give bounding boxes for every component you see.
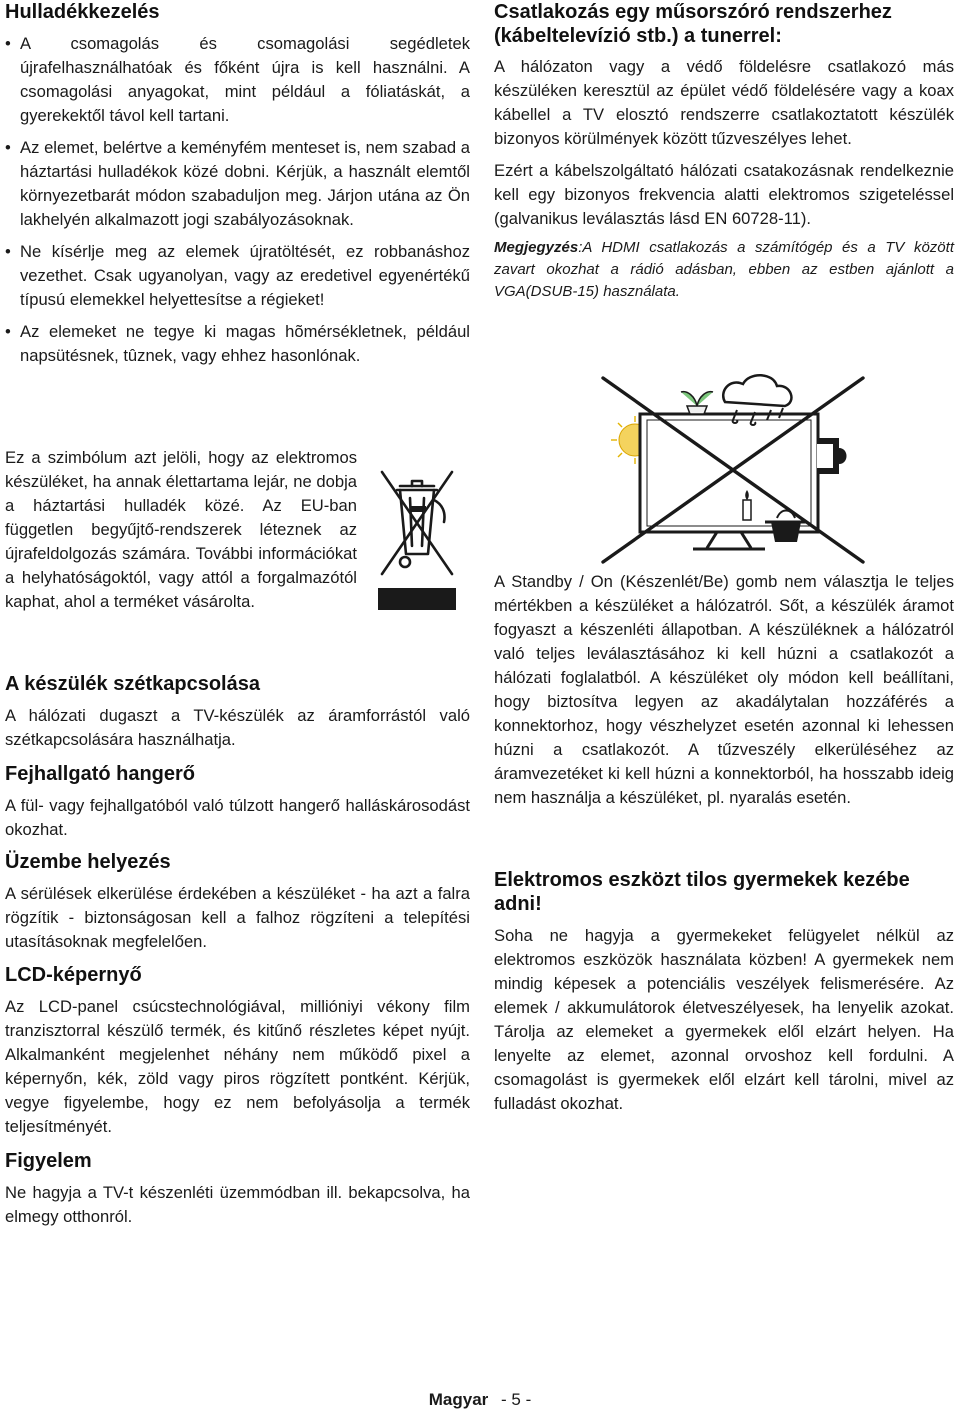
waste-title: Hulladékkezelés: [5, 1, 160, 23]
tv-hazard-illustration: [595, 372, 870, 567]
warning-section: [5, 1149, 470, 1229]
headphone-text: A fül- vagy fejhallgatóból való túlzott hangerő halláskárosodást okozhat.: [5, 796, 470, 839]
standby-section: [494, 570, 954, 810]
bullet-item: • Az elemet, belértve a keményfém menteset is, nem szabad a háztartási hulladékok közé dobni. Kérjük, a használt elemtől környezetbarát módon szabaduljon meg. Járjon utána az Ön lakhelyén alkalmazott jogi szabályozásoknak.: [5, 136, 470, 232]
lcd-section: [5, 963, 470, 1139]
hdmi-note: [494, 237, 954, 303]
footer-language: Magyar: [428, 1390, 489, 1409]
install-title: Üzembe helyezés: [5, 851, 171, 873]
magnet-icon: [817, 438, 847, 474]
bullet-item: • Ne kísérlje meg az elemek újratöltését, ez robbanáshoz vezethet. Csak ugyanolyan, vagy az eredetivel egyenértékű típusú elemekkel helyettesítse a régieket!: [5, 240, 470, 312]
install-text: A sérülések elkerülése érdekében a készüléket - ha azt a falra rögzítik - biztonságosan kell a falhoz rögzíteni a telepítési utasításoknak megfelelően.: [5, 884, 470, 951]
cable-text-1: A hálózaton vagy a védő földelésre csatlakozó más készüléken keresztül az épület védő földelésére vagy a koax kábellel a TV elosztó rendszerre csatlakoztatott készülék bizonyos körülmények között tűzveszélyes lehet.: [494, 57, 954, 148]
weee-bin-icon: [376, 462, 458, 614]
note-label: Megjegyzés: [494, 239, 579, 256]
children-text: Soha ne hagyja a gyermekeket felügyelet nélkül az elektromos eszközök használata közben! A gyermekek nem mindig képesek a potenciális veszélyek felismerésére. Az elemek / akkumulátorok életveszélyesek, ha lenyelik azokat. Tárolja az elemeket a gyermekek elől elzárt helyen. Ha lenyelte az elemet, azonnal orvoshoz kell fordulni. A csomagolást is gyermekek elől elzárt kell tárolni, mivel az fulladást okozhat.: [494, 926, 954, 1113]
standby-text: A Standby / On (Készenlét/Be) gomb nem választja le teljes mértékben a készüléket a hálózatról. Sőt, a készülék áramot fogyaszt a készenléti állapotban. A készüléknek a hálózatról való teljes leválasztásához ki kell húzni a csatlakozót a hálózati foglalatból. A készüléket oly módon kell beállítani, hogy biztosítva legyen az akadálytalan hozzáférés a konnektorhoz, hogy vészhelyzet esetén azonnal ki lehessen húzni a csatlakozót. A tűzveszély elkerüléséhez az áramvezetéket ki kell húzni a konnektorból, ha hosszabb ideig nem használja a készüléket, pl. nyaralás esetén.: [494, 572, 954, 807]
warning-text: Ne hagyja a TV-t készenléti üzemmódban ill. bekapcsolva, ha elmegy otthonról.: [5, 1183, 470, 1226]
warning-title: Figyelem: [5, 1150, 92, 1172]
children-section: [494, 868, 954, 1116]
waste-bullets: [5, 32, 470, 368]
plant-icon: [681, 392, 713, 414]
headphone-title: Fejhallgató hangerő: [5, 763, 196, 785]
cable-text-2: Ezért a kábelszolgáltató hálózati csatakozásnak rendelkeznie kell egy bizonyos frekvencia alatti elektromos szigeteléssel (galvanikus leválasztás lásd EN 60728-11).: [494, 161, 954, 228]
disconnect-title: A készülék szétkapcsolása: [5, 673, 260, 695]
install-section: [5, 850, 470, 954]
disconnect-text: A hálózati dugaszt a TV-készülék az áramforrástól való szétkapcsolására használhatja.: [5, 706, 470, 749]
weee-symbol-text: Ez a szimbólum azt jelöli, hogy az elektromos készüléket, ha annak élettartama lejár, ne dobja a háztartási hulladék közé. Az EU-ban független begyűjtő-rendszerek léteznek az újrafeldolgozás számára. További információkat a helyhatóságoktól, vagy attól a forgalmazótól kaphat, ahol a terméket vásárolta.: [5, 448, 357, 611]
lcd-text: Az LCD-panel csúcstechnológiával, millióniyi vékony film tranzisztorral készülő termék, és kitűnő részletes képet nyújt. Alkalmanként megjelenhet néhány nem működő pixel a képernyőn, kék, zöld vagy piros rögzített pontként. Kérjük, vegye figyelembe, hogy ez nem befolyásolja a termék teljesítményét.: [5, 997, 470, 1136]
note-text: :A HDMI csatlakozás a számítógép és a TV között zavart okozhat a rádió adásban, ebben az estben ajánlott a VGA(DSUB-15) használata.: [494, 239, 954, 300]
waste-section: [5, 0, 470, 376]
disconnect-section: [5, 672, 470, 752]
page-footer: [0, 1390, 960, 1410]
lcd-title: LCD-képernyő: [5, 964, 142, 986]
children-title: Elektromos eszközt tilos gyermekek kezébe adni!: [494, 869, 910, 915]
bullet-item: • Az elemeket ne tegye ki magas hõmérsékletnek, például napsütésnek, tûznek, vagy ehhez hasonlónak.: [5, 320, 470, 368]
headphone-section: [5, 762, 470, 842]
bullet-item: • A csomagolás és csomagolási segédletek újrafelhasználhatóak és főként újra is kell használni. A csomagolási anyagokat, mint például a fóliatáskát, a gyerekektől távol kell tartani.: [5, 32, 470, 128]
cable-title: Csatlakozás egy műsorszóró rendszerhez (kábeltelevízió stb.) a tunerrel:: [494, 1, 892, 47]
cable-section: [494, 0, 954, 303]
page-number: - 5 -: [501, 1390, 532, 1409]
